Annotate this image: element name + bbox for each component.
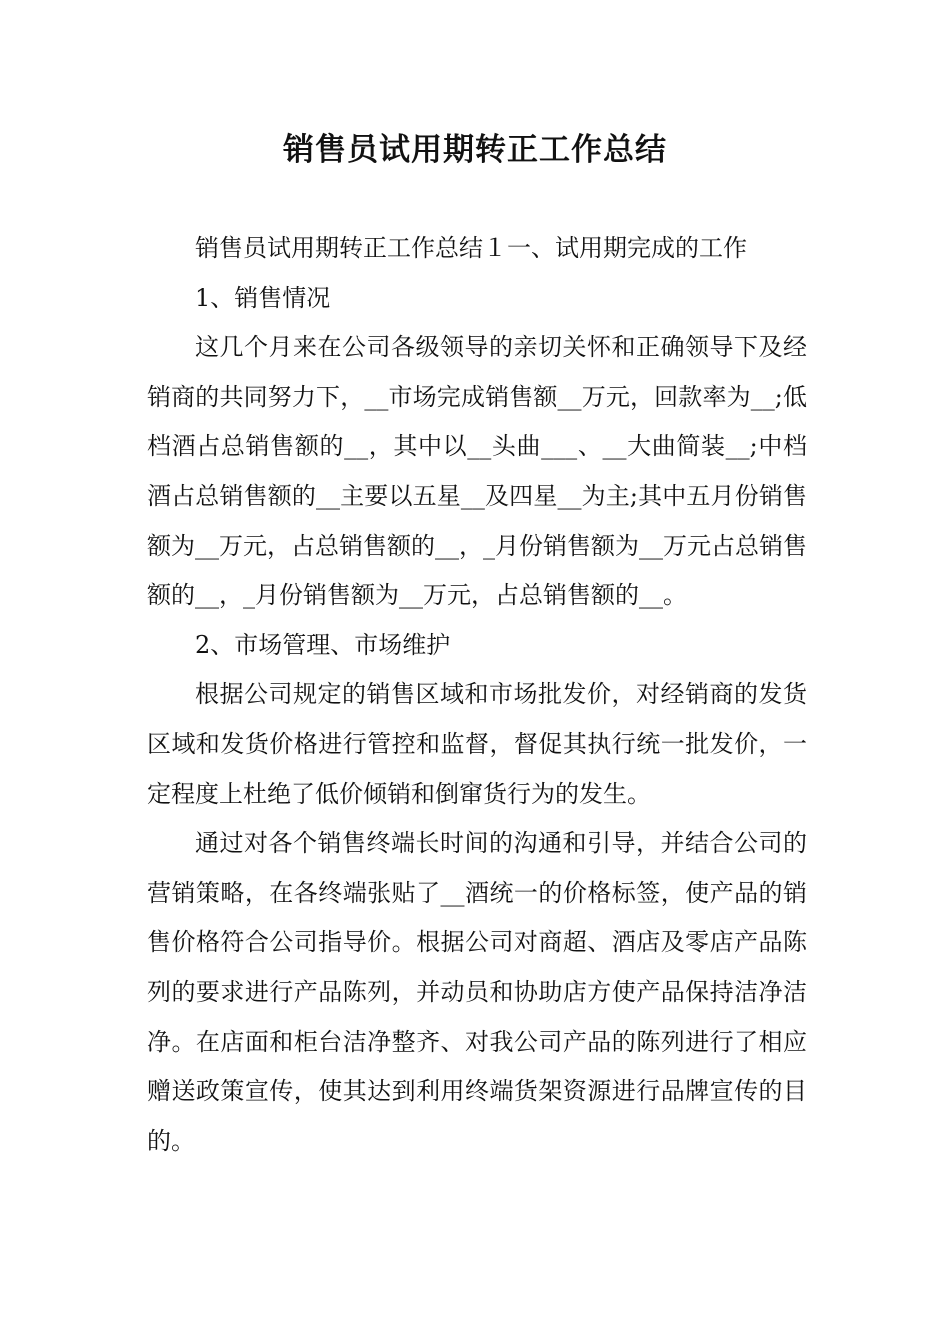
paragraph-market-control: 根据公司规定的销售区域和市场批发价，对经销商的发货区域和发货价格进行管控和监督，督促其执行统一批发价，一定程度上杜绝了低价倾销和倒窜货行为的发生。 xyxy=(147,680,807,808)
paragraph-intro: 销售员试用期转正工作总结１一、试用期完成的工作 xyxy=(195,234,747,262)
paragraph-sales-details: 这几个月来在公司各级领导的亲切关怀和正确领导下及经销商的共同努力下，__市场完成销售额__万元，回款率为__;低档酒占总销售额的__，其中以__头曲___、__大曲简装__;中档酒占总销售额的__主要以五星__及四星__为主;其中五月份销售额为__万元，占总销售额的__，_月份销售额为__万元占总销售额的__，_月份销售额为__万元，占总销售额的__。 xyxy=(147,333,807,610)
document-body xyxy=(147,224,807,1166)
section-heading-sales: 1、销售情况 xyxy=(195,283,331,312)
paragraph-terminal-display: 通过对各个销售终端长时间的沟通和引导，并结合公司的营销策略，在各终端张贴了__酒统一的价格标签，使产品的销售价格符合公司指导价。根据公司对商超、酒店及零店产品陈列的要求进行产品陈列，并动员和协助店方使产品保持洁净洁净。在店面和柜台洁净整齐、对我公司产品的陈列进行了相应赠送政策宣传，使其达到利用终端货架资源进行品牌宣传的目的。 xyxy=(147,829,807,1155)
section-heading-market: 2、市场管理、市场维护 xyxy=(195,630,451,659)
document-title: 销售员试用期转正工作总结 xyxy=(283,132,667,168)
